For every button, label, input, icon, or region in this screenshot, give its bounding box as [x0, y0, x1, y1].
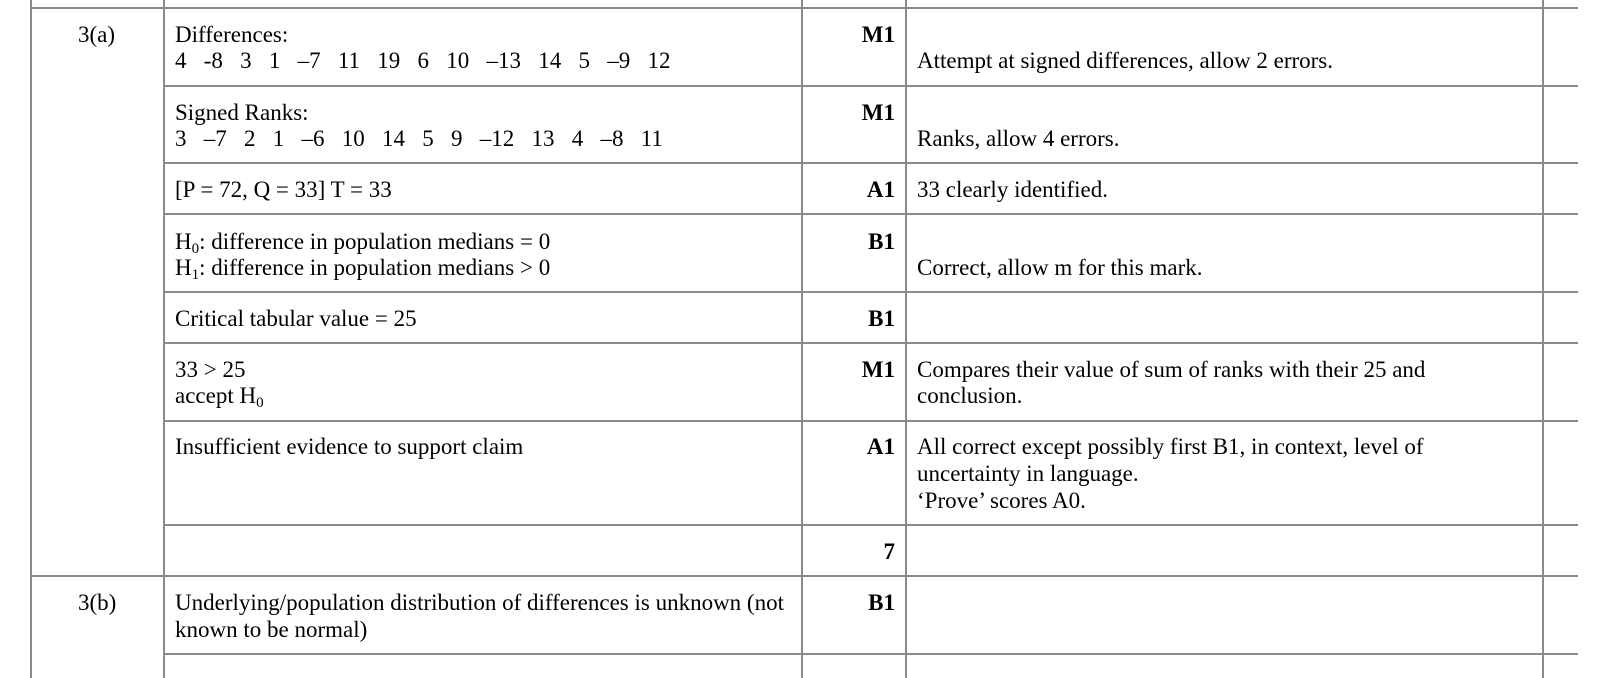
guidance-line: Ranks, allow 4 errors.	[917, 126, 1120, 151]
rule-section	[30, 575, 1578, 577]
rule	[163, 653, 1578, 655]
mark: B1	[868, 590, 895, 615]
rule	[163, 524, 1578, 526]
mark: A1	[866, 434, 895, 459]
col-divider	[30, 0, 32, 678]
mark: B1	[868, 229, 895, 254]
question-number: 3(a)	[78, 22, 116, 47]
guidance-line: 33 clearly identified.	[917, 177, 1108, 202]
rule	[163, 162, 1578, 164]
answer-line: 3 –7 2 1 –6 10 14 5 9 –12 13 4 –8 11	[175, 126, 663, 151]
answer-line: 33 > 25	[175, 357, 246, 382]
col-divider	[905, 0, 907, 678]
mark: M1	[861, 22, 895, 47]
question-number: 3(b)	[78, 590, 117, 615]
answer-line: [P = 72, Q = 33] T = 33	[175, 177, 392, 202]
col-divider	[163, 0, 165, 678]
mark: M1	[861, 357, 895, 382]
guidance-line: uncertainty in language.	[917, 461, 1139, 486]
col-divider	[801, 0, 803, 678]
total-marks: 7	[883, 539, 895, 564]
answer-line: 4 -8 3 1 –7 11 19 6 10 –13 14 5 –9 12	[175, 48, 671, 73]
col-divider	[1542, 0, 1544, 678]
alternative-hypothesis: $H_1$: difference in population medians > 0	[175, 255, 551, 283]
guidance-line: ‘Prove’ scores A0.	[917, 488, 1086, 513]
guidance-line: conclusion.	[917, 383, 1023, 408]
guidance-line: Compares their value of sum of ranks with their 25 and	[917, 357, 1426, 382]
mark: B1	[868, 306, 895, 331]
answer-line: known to be normal)	[175, 617, 368, 642]
rule	[163, 85, 1578, 87]
answer-line: Underlying/population distribution of differences is unknown (not	[175, 590, 784, 615]
rule-top	[30, 7, 1578, 9]
accept-h0: accept $H_0$	[175, 383, 264, 411]
answer-line: Insufficient evidence to support claim	[175, 434, 524, 459]
rule	[163, 291, 1578, 293]
guidance-line: Correct, allow m for this mark.	[917, 255, 1203, 280]
answer-line: Critical tabular value = 25	[175, 306, 417, 331]
rule	[163, 342, 1578, 344]
null-hypothesis: $H_0$: difference in population medians = 0	[175, 229, 551, 257]
rule	[163, 213, 1578, 215]
mark: M1	[861, 100, 895, 125]
rule	[163, 420, 1578, 422]
mark: A1	[866, 177, 895, 202]
guidance-line: Attempt at signed differences, allow 2 errors.	[917, 48, 1333, 73]
answer-line: Signed Ranks:	[175, 100, 309, 125]
guidance-line: All correct except possibly first B1, in context, level of	[917, 434, 1424, 459]
answer-line: Differences:	[175, 22, 289, 47]
